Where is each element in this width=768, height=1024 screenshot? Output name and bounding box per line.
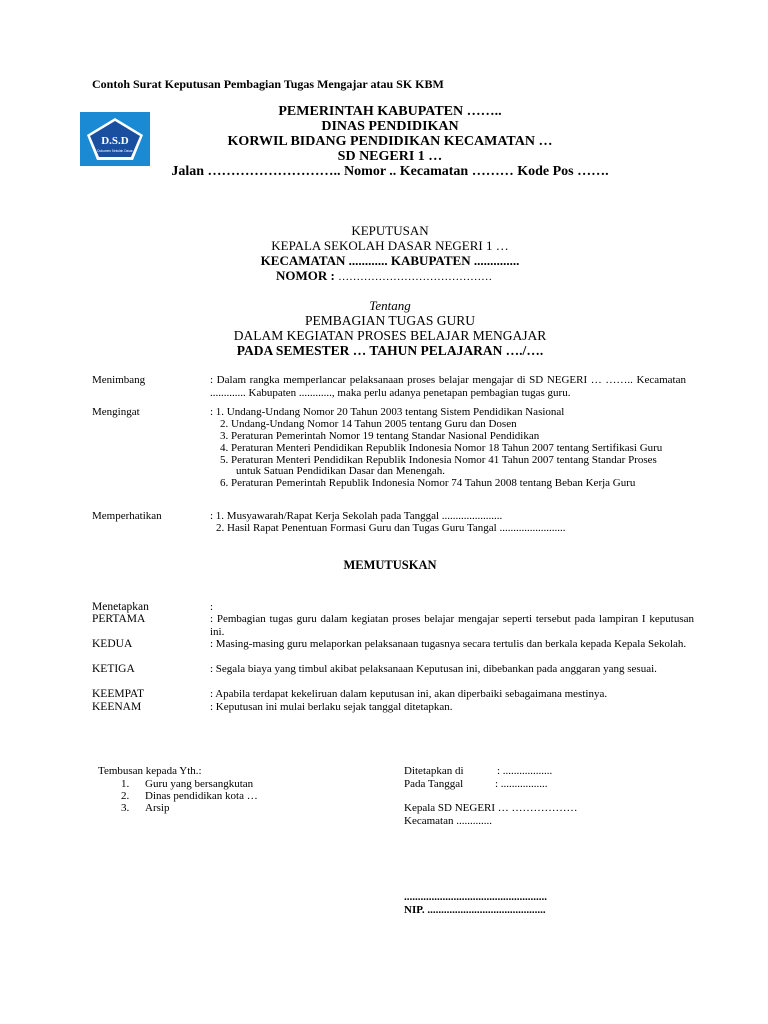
letterhead-line3: KORWIL BIDANG PENDIDIKAN KECAMATAN … bbox=[227, 134, 553, 149]
menimbang-text: : Dalam rangka memperlancar pelaksanaan proses belajar mengajar di SD NEGERI … …….. Kecamatan ............. Kabupaten ............, maka perlu adanya penetapan pembagian tugas guru. bbox=[210, 374, 686, 399]
tembusan-num: 2. bbox=[121, 790, 130, 802]
tembusan-item: Arsip bbox=[145, 802, 170, 814]
memperhatikan-item: 2. Hasil Rapat Penentuan Formasi Guru dan Tugas Guru Tangal ........................ bbox=[216, 522, 566, 534]
decision-label: KETIGA bbox=[92, 663, 135, 675]
school-logo bbox=[80, 112, 150, 166]
decision-text: : bbox=[210, 601, 214, 613]
ditetapkan-label: Ditetapkan di bbox=[404, 765, 464, 777]
decision-text: : Segala biaya yang timbul akibat pelaksanaan Keputusan ini, dibebankan pada anggaran yang sesuai. bbox=[210, 663, 657, 675]
nomor-value: …………………………………… bbox=[338, 271, 493, 283]
tembusan-item: Dinas pendidikan kota … bbox=[145, 790, 258, 802]
letterhead-line1: PEMERINTAH KABUPATEN …….. bbox=[278, 104, 502, 119]
decision-text: : Apabila terdapat kekeliruan dalam keputusan ini, akan diperbaiki sebagaimana mestinya. bbox=[210, 688, 608, 700]
mengingat-item: 4. Peraturan Menteri Pendidikan Republik Indonesia Nomor 18 Tahun 2007 tentang Sertifikasi Guru bbox=[220, 442, 663, 454]
decision-number bbox=[276, 268, 492, 284]
mengingat-item: untuk Satuan Pendidikan Dasar dan Menengah. bbox=[236, 465, 445, 477]
decision-label: Menetapkan bbox=[92, 601, 149, 613]
tembusan-item: Guru yang bersangkutan bbox=[145, 778, 254, 790]
decision-label: KEEMPAT bbox=[92, 688, 144, 700]
mengingat-label: Mengingat bbox=[92, 406, 140, 418]
tembusan-title: Tembusan kepada Yth.: bbox=[98, 765, 202, 777]
logo-subtext: Dokumen Sekolah Dasar bbox=[97, 149, 133, 153]
letterhead bbox=[150, 104, 630, 184]
decision-label: PERTAMA bbox=[92, 613, 146, 625]
subject-line3: PADA SEMESTER … TAHUN PELAJARAN …./…. bbox=[236, 343, 544, 358]
letterhead-line4: SD NEGERI 1 … bbox=[337, 149, 443, 164]
tanggal-label: Pada Tanggal bbox=[404, 778, 464, 790]
decision-label: KEDUA bbox=[92, 638, 133, 650]
mengingat-item: 6. Peraturan Pemerintah Republik Indonesia Nomor 74 Tahun 2008 tentang Beban Kerja Guru bbox=[220, 477, 636, 489]
signer-kecamatan: Kecamatan ............. bbox=[404, 815, 492, 827]
menimbang-label: Menimbang bbox=[92, 374, 146, 386]
mengingat-item: : 1. Undang-Undang Nomor 20 Tahun 2003 tentang Sistem Pendidikan Nasional bbox=[210, 406, 565, 418]
tembusan-num: 1. bbox=[121, 778, 130, 790]
pentagon-logo-icon bbox=[83, 115, 147, 163]
subject-line1: PEMBAGIAN TUGAS GURU bbox=[304, 313, 475, 328]
tembusan-num: 3. bbox=[121, 802, 130, 814]
signer-title: Kepala SD NEGERI … ……………… bbox=[404, 802, 578, 814]
subject-tentang: Tentang bbox=[369, 298, 411, 313]
memperhatikan-label: Memperhatikan bbox=[92, 510, 162, 522]
ditetapkan-value: : .................. bbox=[497, 765, 553, 777]
logo-text: D.S.D bbox=[101, 135, 129, 147]
letterhead-address: Jalan ……………………….. Nomor .. Kecamatan ……… Kode Pos ……. bbox=[171, 164, 609, 179]
decision-title: KEPUTUSAN bbox=[351, 223, 429, 238]
letterhead-line2: DINAS PENDIDIKAN bbox=[321, 119, 459, 134]
decision-text: : Keputusan ini mulai berlaku sejak tanggal ditetapkan. bbox=[210, 701, 453, 713]
memutuskan-heading: MEMUTUSKAN bbox=[343, 558, 437, 572]
nomor-label: NOMOR : bbox=[276, 268, 335, 283]
decision-text: : Pembagian tugas guru dalam kegiatan proses belajar mengajar seperti tersebut pada lampiran I keputusan ini. bbox=[210, 613, 694, 638]
mengingat-item: 5. Peraturan Menteri Pendidikan Republik Indonesia Nomor 41 Tahun 2007 tentang Standar Proses bbox=[220, 454, 657, 466]
tanggal-value: : ................. bbox=[495, 778, 548, 790]
decision-label: KEENAM bbox=[92, 701, 142, 713]
decision-text: : Masing-masing guru melaporkan pelaksanaan tugasnya secara tertulis dan berkala kepada Kepala Sekolah. bbox=[210, 638, 687, 650]
mengingat-item: 2. Undang-Undang Nomor 14 Tahun 2005 tentang Guru dan Dosen bbox=[220, 418, 517, 430]
signer-name-line: .................................................... bbox=[404, 891, 547, 903]
document-title: Contoh Surat Keputusan Pembagian Tugas Mengajar atau SK KBM bbox=[92, 77, 444, 91]
decision-principal: KEPALA SEKOLAH DASAR NEGERI 1 … bbox=[271, 238, 509, 253]
mengingat-item: 3. Peraturan Pemerintah Nomor 19 tentang Standar Nasional Pendidikan bbox=[220, 430, 540, 442]
signer-nip: NIP. ........................................... bbox=[404, 904, 546, 916]
decision-region: KECAMATAN ............ KABUPATEN .............. bbox=[260, 253, 520, 268]
subject-line2: DALAM KEGIATAN PROSES BELAJAR MENGAJAR bbox=[233, 328, 547, 343]
memperhatikan-item: : 1. Musyawarah/Rapat Kerja Sekolah pada Tanggal ...................... bbox=[210, 510, 503, 522]
